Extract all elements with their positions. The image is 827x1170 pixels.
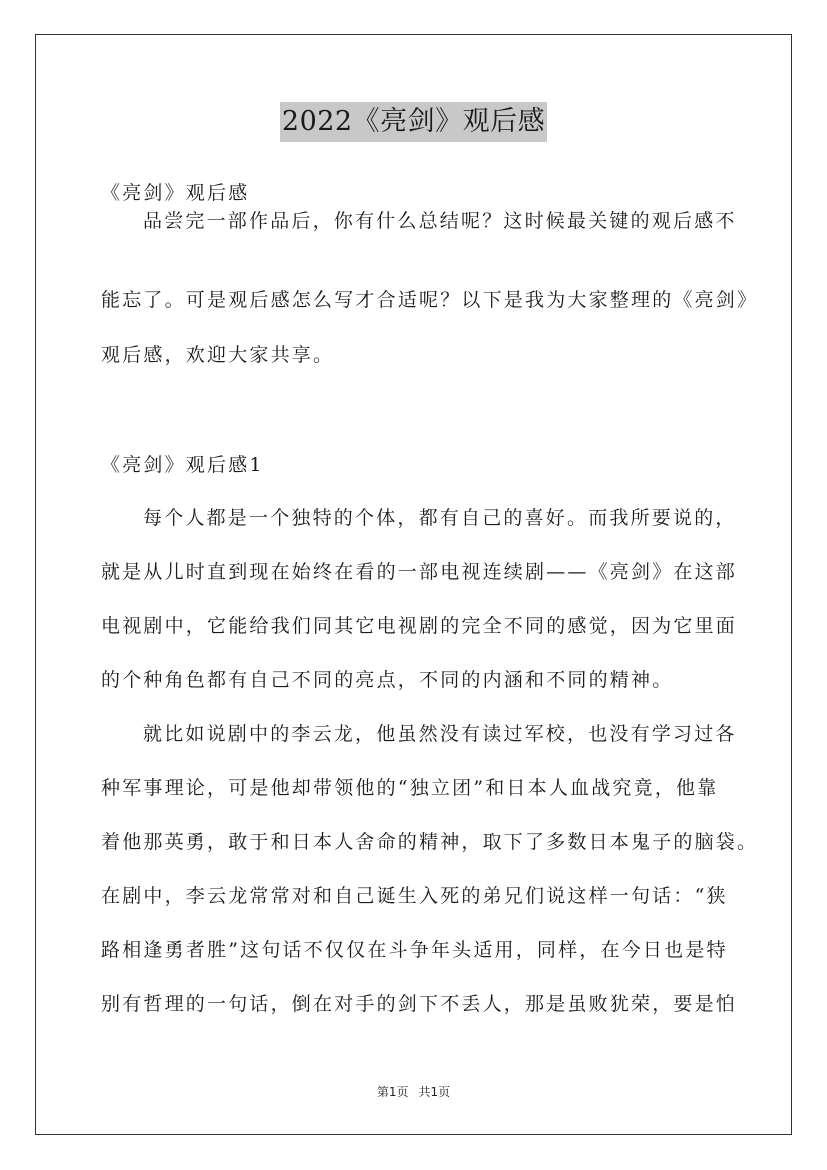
section-heading: 《亮剑》观后感1	[101, 454, 264, 476]
paragraph1-line-4: 的个种角色都有自己不同的亮点，不同的内涵和不同的精神。	[101, 669, 674, 691]
page-footer	[0, 1083, 827, 1100]
paragraph2-line-5: 路相逢勇者胜”这句话不仅仅在斗争年头适用，同样，在今日也是特	[101, 939, 728, 961]
paragraph1-line-2: 就是从儿时直到现在始终在看的一部电视连续剧——《亮剑》在这部	[101, 561, 738, 583]
page-total: 共1页	[418, 1085, 451, 1099]
paragraph1-line-3: 电视剧中，它能给我们同其它电视剧的完全不同的感觉，因为它里面	[101, 615, 738, 637]
paragraph2-line-3: 着他那英勇，敢于和日本人舍命的精神，取下了多数日本鬼子的脑袋。	[101, 831, 759, 853]
paragraph2-line-2: 种军事理论，可是他却带领他的“独立团”和日本人血战究竟，他靠	[101, 777, 719, 799]
intro-line-2: 能忘了。可是观后感怎么写才合适呢？以下是我为大家整理的《亮剑》	[101, 289, 759, 311]
paragraph1-line-1: 每个人都是一个独特的个体，都有自己的喜好。而我所要说的，	[143, 507, 737, 529]
intro-line-1: 品尝完一部作品后，你有什么总结呢？这时候最关键的观后感不	[143, 210, 737, 232]
paragraph2-line-6: 别有哲理的一句话，倒在对手的剑下不丢人，那是虽败犹荣，要是怕	[101, 993, 738, 1015]
paragraph2-line-1: 就比如说剧中的李云龙，他虽然没有读过军校，也没有学习过各	[143, 723, 737, 745]
page-number: 第1页	[376, 1085, 409, 1099]
subtitle: 《亮剑》观后感	[101, 182, 250, 204]
intro-line-3: 观后感，欢迎大家共享。	[101, 344, 335, 366]
paragraph2-line-4: 在剧中，李云龙常常对和自己诞生入死的弟兄们说这样一句话：“狭	[101, 885, 728, 907]
document-title: 2022《亮剑》观后感	[280, 102, 547, 142]
title-container	[0, 102, 827, 142]
